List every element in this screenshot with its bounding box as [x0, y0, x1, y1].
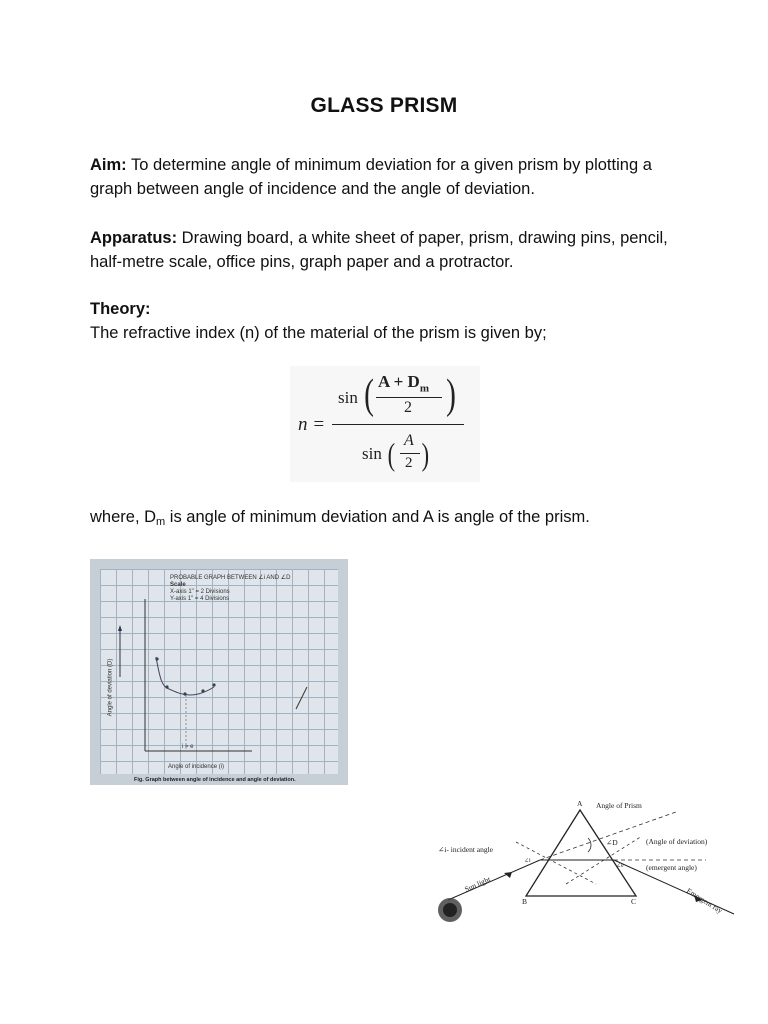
- aim-label: Aim:: [90, 156, 127, 174]
- aim-text: To determine angle of minimum deviation for a given prism by plotting a graph between angle of incidence and the angle of deviation.: [90, 156, 652, 198]
- vertex-c-label: C: [631, 897, 637, 906]
- apparatus-paragraph: [90, 226, 690, 274]
- formula-lhs: n =: [298, 414, 326, 435]
- graph-x-label: Angle of incidence (i): [168, 764, 225, 770]
- prism-labels: [436, 792, 736, 928]
- angle-of-prism-label: Angle of Prism: [596, 801, 642, 810]
- where-prefix: where, D: [90, 508, 157, 526]
- graph-scale-label: Scale: [170, 582, 186, 588]
- graph-min-label: i = e: [182, 744, 194, 750]
- right-paren-bottom: ): [421, 436, 430, 472]
- apparatus-label: Apparatus:: [90, 229, 178, 247]
- graph-y-label: Angle of deviation (D): [107, 658, 114, 717]
- angle-e-label: ∠e: [616, 863, 624, 869]
- angle-i-label: ∠i: [524, 858, 531, 864]
- angle-of-deviation-label: (Angle of deviation): [646, 837, 708, 846]
- left-paren-bottom: (: [387, 436, 396, 472]
- theory-label: Theory:: [90, 300, 151, 318]
- refractive-index-formula: [290, 366, 480, 482]
- graph-caption: Fig. Graph between angle of incidence and angle of deviation.: [134, 777, 296, 783]
- formula-numerator: $A + D_m$: [378, 372, 429, 395]
- prism-diagram: [436, 792, 736, 928]
- where-paragraph: [90, 505, 690, 534]
- formula-sin-top: sin: [338, 388, 358, 407]
- formula-sin-bottom: sin: [362, 444, 382, 463]
- where-subscript: m: [156, 516, 166, 528]
- page-title: GLASS PRISM: [310, 94, 458, 117]
- formula-two-bottom: 2: [405, 455, 413, 471]
- graph-heading: PROBABLE GRAPH BETWEEN ∠i AND ∠D: [170, 575, 291, 581]
- where-suffix: is angle of minimum deviation and A is angle of the prism.: [165, 508, 590, 526]
- graph-x-scale: X-axis 1" = 2 Divisions: [170, 589, 230, 595]
- graph-y-scale: Y-axis 1" = 4 Divisions: [170, 596, 230, 602]
- formula-two-top: 2: [404, 399, 412, 416]
- emergent-ray-label: Emergent ray: [684, 886, 725, 916]
- vertex-a-label: A: [577, 799, 583, 808]
- inner-fraction-line-top: [376, 397, 442, 398]
- inner-fraction-line-bottom: [400, 453, 420, 454]
- sun-light-label: Sun light: [463, 874, 492, 894]
- theory-paragraph: [90, 297, 690, 345]
- emergent-angle-label: (emergent angle): [646, 863, 697, 872]
- incident-angle-label: ∠i- incident angle: [438, 845, 494, 854]
- main-fraction-line: [332, 424, 464, 425]
- aim-paragraph: [90, 153, 690, 201]
- angle-d-label: ∠D: [606, 838, 618, 847]
- vertex-b-label: B: [522, 897, 528, 906]
- theory-text: The refractive index (n) of the material of the prism is given by;: [90, 324, 547, 342]
- graph-photo: [90, 559, 348, 785]
- right-paren-top: ): [446, 372, 456, 418]
- apparatus-text: Drawing board, a white sheet of paper, prism, drawing pins, pencil, half-metre scale, office pins, graph paper and a protractor.: [90, 229, 668, 271]
- formula-a-bottom: A: [404, 432, 414, 449]
- left-paren-top: (: [364, 372, 374, 418]
